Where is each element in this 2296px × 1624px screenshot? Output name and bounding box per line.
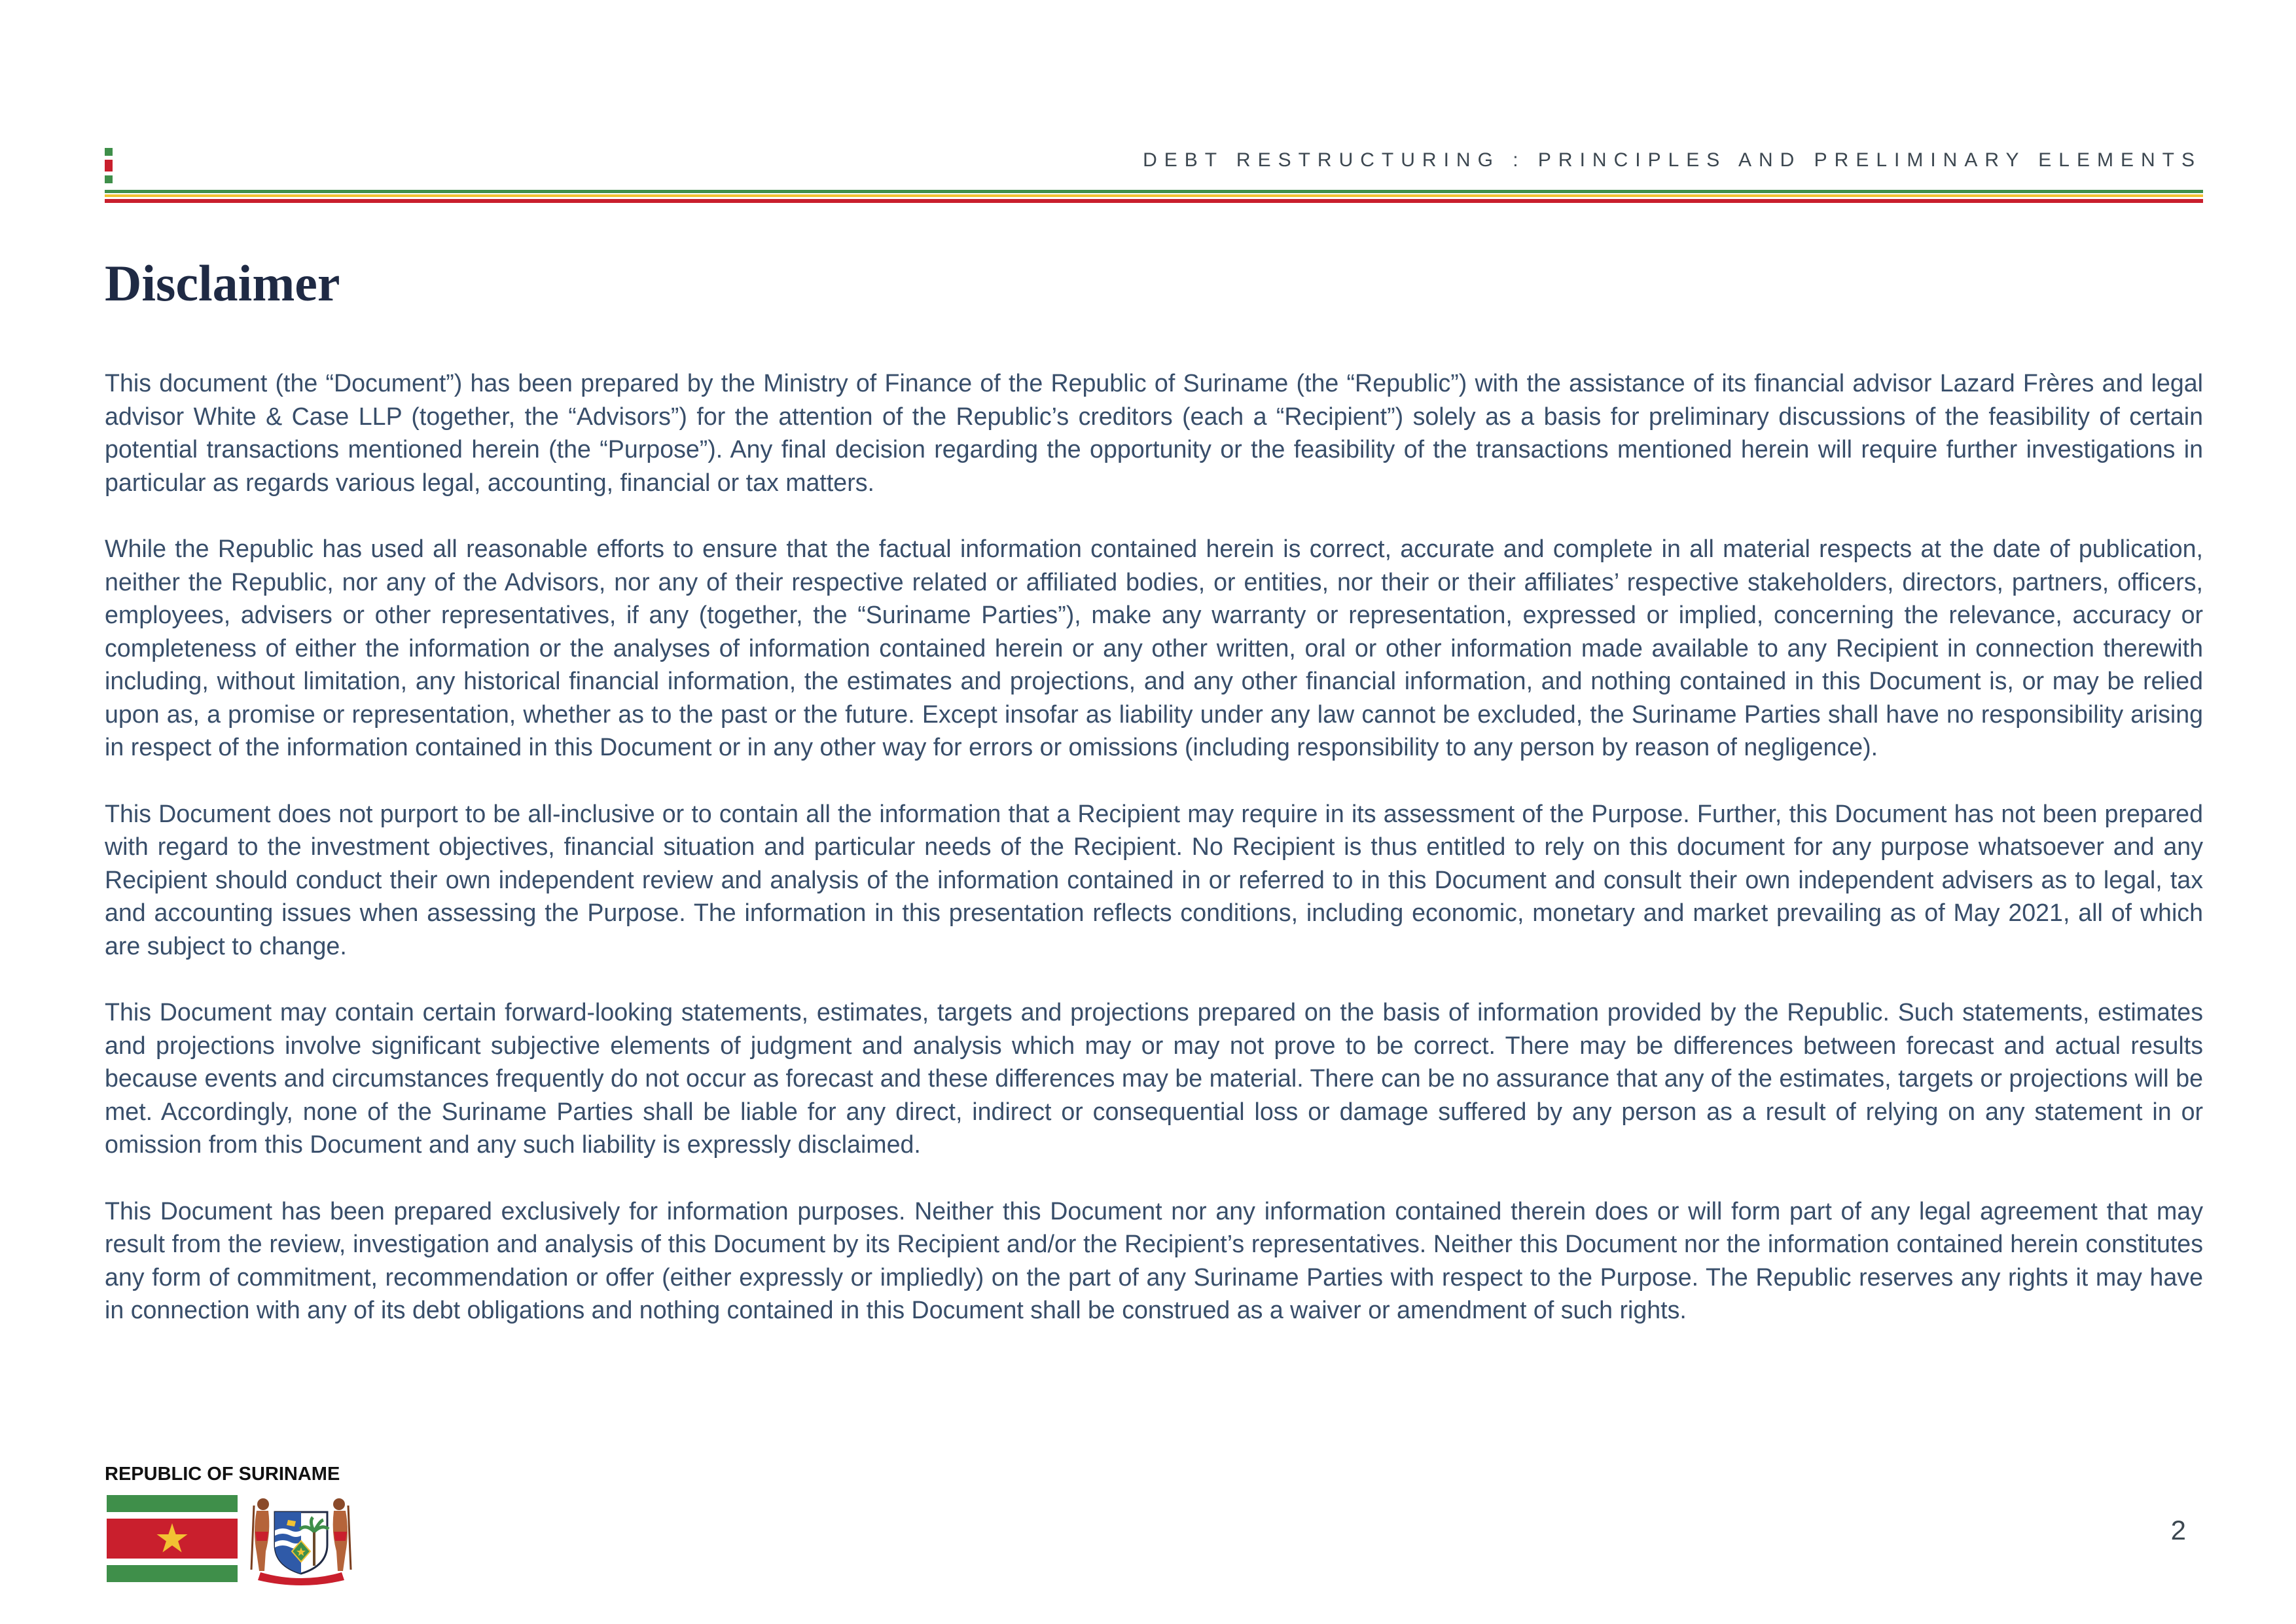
header-rule-yellow [105,194,2203,197]
paragraph: This document (the “Document”) has been prepared by the Ministry of Finance of the Republic of Suriname (the “Republic”) with the assistance of its financial advisor Lazard Frères and legal advisor White & Case LLP (together, the “Advisors”) for the attention of the Republic’s creditors (each a “Recipient”) solely as a basis for preliminary discussions of the feasibility of certain potential transactions mentioned herein (the “Purpose”). Any final decision regarding the opportunity or the feasibility of the transactions mentioned herein will require further investigations in particular as regards various legal, accounting, financial or tax matters. [105,369,2203,496]
paragraph: While the Republic has used all reasonable efforts to ensure that the factual information contained herein is correct, accurate and complete in all material respects at the date of publication, neither the Republic, nor any of the Advisors, nor any of their respective related or affiliated bodies, or entities, nor their or their affiliates’ respective stakeholders, directors, partners, officers, employees, advisers or other representatives, if any (together, the “Suriname Parties”), make any warranty or representation, expressed or implied, concerning the relevance, accuracy or completeness of either the information or the analyses of information contained herein or any other written, oral or other information made available to any Recipient in connection therewith including, without limitation, any historical financial information, the estimates and projections, and any other financial information, and nothing contained in this Document is, or may be relied upon as, a promise or representation, whether as to the past or the future. Except insofar as liability under any law cannot be excluded, the Suriname Parties shall have no responsibility arising in respect of the information contained in this Document or in any other way for errors or omissions (including responsibility to any person by reason of negligence). [105,535,2203,761]
header-title: DEBT RESTRUCTURING : PRINCIPLES AND PRELIMINARY ELEMENTS [1143,149,2202,171]
page-title: Disclaimer [105,255,340,312]
footer-label: REPUBLIC OF SURINAME [105,1464,340,1485]
flag-mark-icon [105,148,113,179]
paragraph: This Document does not purport to be all-inclusive or to contain all the information that a Recipient may require in its assessment of the Purpose. Further, this Document has not been prepared with regard to the investment objectives, financial situation and particular needs of the Recipient. No Recipient is thus entitled to rely on this document for any purpose whatsoever and any Recipient should conduct their own independent review and analysis of the information contained in or referred to in this Document and consult their own independent advisers as to legal, tax and accounting issues when assessing the Purpose. The information in this presentation reflects conditions, including economic, monetary and market prevailing as of May 2021, all of which are subject to change. [105,799,2203,960]
suriname-flag-icon [107,1495,238,1582]
header-rule-red [105,199,2203,203]
coat-of-arms-icon [249,1492,353,1585]
header-rule-green [105,190,2203,193]
disclaimer-body [105,367,2203,1360]
paragraph: This Document has been prepared exclusively for information purposes. Neither this Document nor any information contained therein does or will form part of any legal agreement that may result from the review, investigation and analysis of this Document by its Recipient and/or the Recipient’s representatives. Neither this Document nor the information contained herein constitutes any form of commitment, recommendation or offer (either expressly or impliedly) on the part of any Suriname Parties with respect to the Purpose. The Republic reserves any rights it may have in connection with any of its debt obligations and nothing contained in this Document shall be construed as a waiver or amendment of such rights. [105,1197,2203,1324]
star-icon [107,1519,238,1559]
page-number: 2 [2170,1515,2186,1545]
paragraph: This Document may contain certain forward-looking statements, estimates, targets and projections prepared on the basis of information provided by the Republic. Such statements, estimates and projections involve significant subjective elements of judgment and analysis which may or may not prove to be correct. There may be differences between forecast and actual results because events and circumstances frequently do not occur as forecast and these differences may be material. There can be no assurance that any of the estimates, targets or projections will be met. Accordingly, none of the Suriname Parties shall be liable for any direct, indirect or consequential loss or damage suffered by any person as a result of relying on any statement in or omission from this Document and any such liability is expressly disclaimed. [105,998,2203,1158]
